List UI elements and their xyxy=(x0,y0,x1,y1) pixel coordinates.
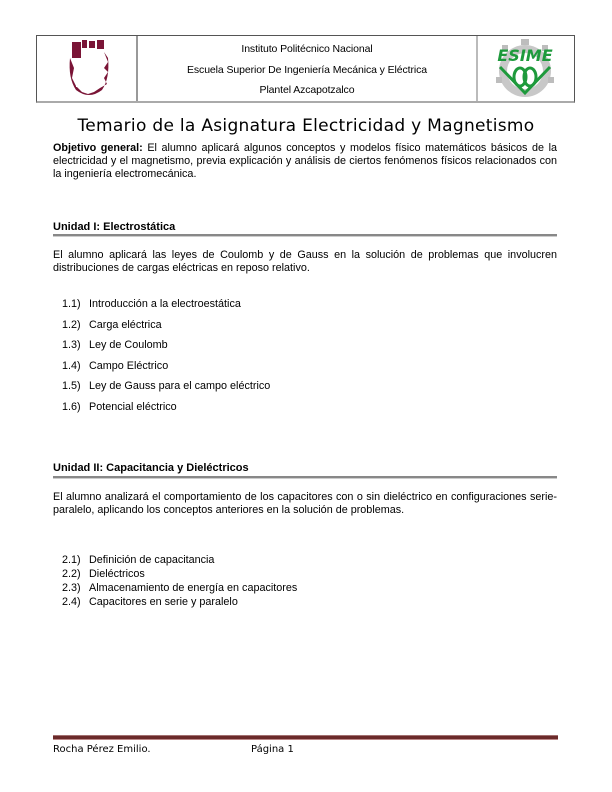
esime-logo-icon xyxy=(488,37,562,101)
objective-label: Objetivo general: xyxy=(53,142,143,154)
footer-divider xyxy=(53,735,558,740)
footer-author: Rocha Pérez Emilio. xyxy=(53,744,151,755)
unit-2-divider xyxy=(53,476,557,479)
topic-item: 1.1) Introducción a la electroestática xyxy=(62,298,241,310)
topic-item: 1.3) Ley de Coulomb xyxy=(62,339,168,351)
topic-item: 2.2) Dieléctricos xyxy=(62,568,145,580)
objective-text: El alumno aplicará algunos conceptos y modelos físico matemáticos básicos de la electricidad y el magnetismo, previa explicación y análisis de ciertos fenómenos físicos relacionados con la ingeniería electromecánica. xyxy=(53,142,557,181)
unit-1-description: El alumno aplicará las leyes de Coulomb y de Gauss en la solución de problemas que involucren distribuciones de cargas eléctricas en reposo relativo. xyxy=(53,249,557,275)
svg-text:ESIME: ESIME xyxy=(497,46,553,65)
unit-1-heading: Unidad I: Electrostática xyxy=(53,221,176,233)
school-name: Escuela Superior De Ingeniería Mecánica y Eléctrica xyxy=(186,64,428,76)
footer-page-number: Página 1 xyxy=(251,744,294,755)
header-right-cell xyxy=(478,36,574,101)
unit-2-heading: Unidad II: Capacitancia y Dieléctricos xyxy=(53,462,249,474)
topic-item: 2.4) Capacitores en serie y paralelo xyxy=(62,596,238,608)
unit-2-description: El alumno analizará el comportamiento de los capacitores con o sin dieléctrico en configuraciones serie-paralelo, aplicando los conceptos anteriores en la solución de problemas. xyxy=(53,491,557,517)
header-left-cell xyxy=(37,36,138,101)
unit-1-divider xyxy=(53,234,557,237)
general-objective xyxy=(53,142,557,182)
topic-item: 2.1) Definición de capacitancia xyxy=(62,554,215,566)
topic-item: 1.2) Carga eléctrica xyxy=(62,319,162,331)
topic-item: 1.5) Ley de Gauss para el campo eléctrico xyxy=(62,380,271,392)
header-center-cell xyxy=(138,36,478,101)
page-title: Temario de la Asignatura Electricidad y Magnetismo xyxy=(77,116,535,136)
topic-item: 1.6) Potencial eléctrico xyxy=(62,401,177,413)
institute-name: Instituto Politécnico Nacional xyxy=(241,43,373,55)
topic-item: 2.3) Almacenamiento de energía en capacitores xyxy=(62,582,298,594)
ipn-logo-icon xyxy=(64,38,114,100)
campus-name: Plantel Azcapotzalco xyxy=(259,84,355,96)
topic-item: 1.4) Campo Eléctrico xyxy=(62,360,169,372)
header-table xyxy=(36,35,575,103)
